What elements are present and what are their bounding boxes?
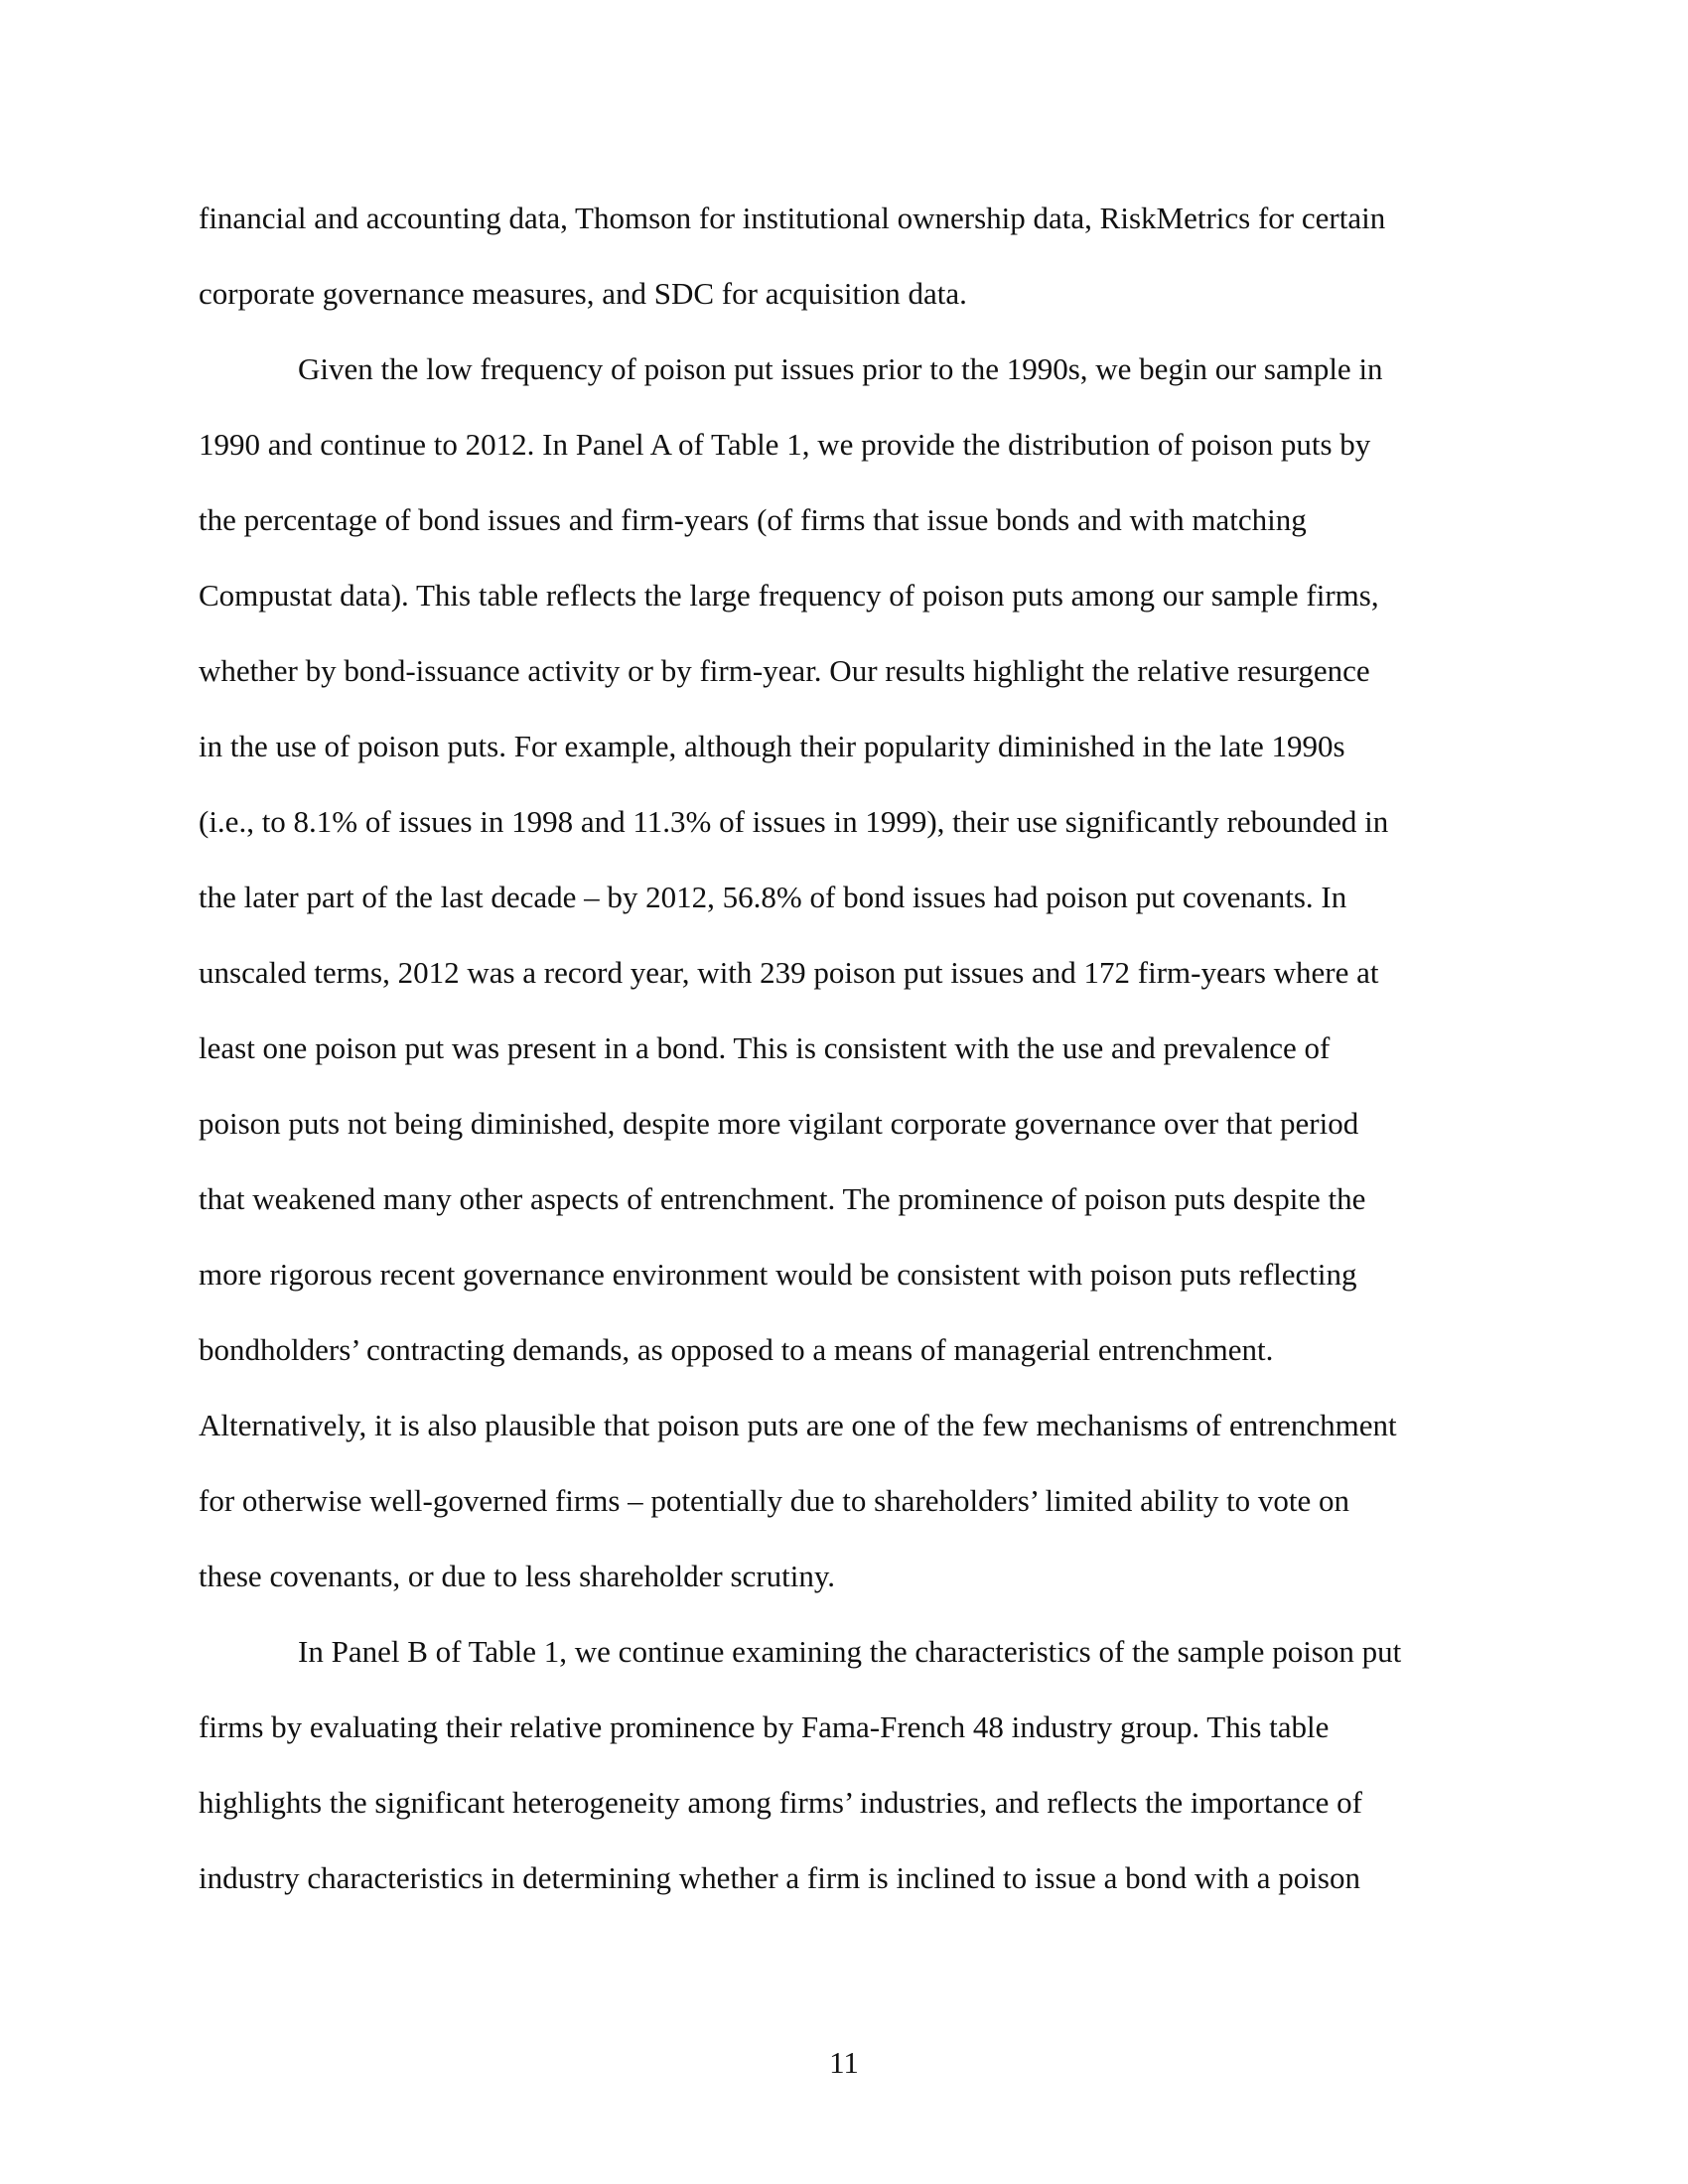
text-line: more rigorous recent governance environment would be consistent with poison puts reflecting <box>199 1257 1357 1292</box>
text-line: least one poison put was present in a bond. This is consistent with the use and prevalence of <box>199 1030 1331 1065</box>
text-line: financial and accounting data, Thomson for institutional ownership data, RiskMetrics for certain <box>199 201 1386 235</box>
text-line: (i.e., to 8.1% of issues in 1998 and 11.3% of issues in 1999), their use significantly rebounded in <box>199 804 1389 839</box>
text-line: highlights the significant heterogeneity among firms’ industries, and reflects the importance of <box>199 1785 1362 1820</box>
paragraph-first-line: In Panel B of Table 1, we continue examining the characteristics of the sample poison put <box>298 1634 1402 1669</box>
body-text <box>199 194 1489 1929</box>
text-line: Compustat data). This table reflects the large frequency of poison puts among our sample firms, <box>199 578 1379 613</box>
paragraph-first-line: Given the low frequency of poison put issues prior to the 1990s, we begin our sample in <box>298 351 1383 386</box>
text-line: firms by evaluating their relative prominence by Fama-French 48 industry group. This table <box>199 1709 1330 1744</box>
text-line: 1990 and continue to 2012. In Panel A of Table 1, we provide the distribution of poison puts by <box>199 427 1371 462</box>
text-line: poison puts not being diminished, despite more vigilant corporate governance over that period <box>199 1106 1359 1141</box>
text-line: unscaled terms, 2012 was a record year, with 239 poison put issues and 172 firm-years where at <box>199 955 1379 990</box>
text-line: Alternatively, it is also plausible that poison puts are one of the few mechanisms of entrenchment <box>199 1408 1397 1442</box>
text-line: corporate governance measures, and SDC for acquisition data. <box>199 276 967 311</box>
text-line: industry characteristics in determining whether a firm is inclined to issue a bond with a poison <box>199 1860 1360 1895</box>
page-number: 11 <box>829 2045 859 2080</box>
text-line: in the use of poison puts. For example, although their popularity diminished in the late 1990s <box>199 729 1345 763</box>
text-line: whether by bond-issuance activity or by firm-year. Our results highlight the relative resurgence <box>199 653 1370 688</box>
text-line: for otherwise well-governed firms – potentially due to shareholders’ limited ability to vote on <box>199 1483 1350 1518</box>
text-line: that weakened many other aspects of entrenchment. The prominence of poison puts despite the <box>199 1181 1366 1216</box>
text-line: these covenants, or due to less shareholder scrutiny. <box>199 1559 836 1593</box>
text-line: the later part of the last decade – by 2012, 56.8% of bond issues had poison put covenants. In <box>199 880 1347 914</box>
text-line: bondholders’ contracting demands, as opposed to a means of managerial entrenchment. <box>199 1332 1274 1367</box>
text-line: the percentage of bond issues and firm-years (of firms that issue bonds and with matching <box>199 502 1307 537</box>
